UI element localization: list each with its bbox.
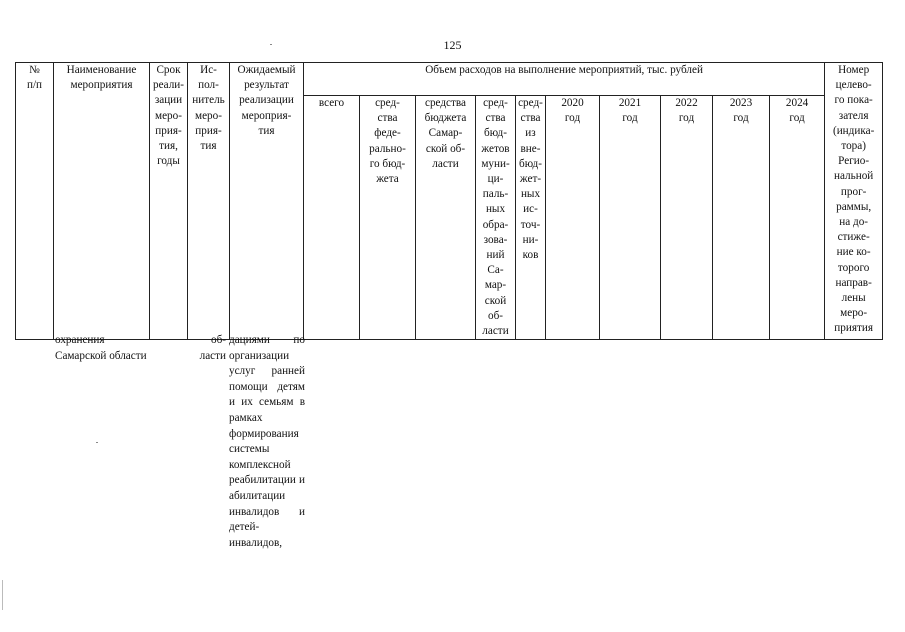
continuation-executor: об- ласти (199, 334, 226, 362)
header-year-2021: 2021 год (600, 96, 661, 340)
scan-speck (2, 580, 3, 610)
header-regional-budget: средства бюджета Самар- ской об- ласти (416, 96, 476, 340)
continuation-event-name: охранения Самарской области (55, 334, 147, 362)
header-federal-budget: сред- ства феде- рально- го бюд- жета (360, 96, 416, 340)
header-total: всего (304, 96, 360, 340)
header-indicator-number: Номер целево- го пока- зателя (индика- тора) Регио- нальной прог- раммы, на до- стиже- ние ко- торого направ- лены меро- приятия (825, 63, 883, 340)
header-year-2024: 2024 год (770, 96, 825, 340)
header-year-2023: 2023 год (713, 96, 770, 340)
header-expected-result: Ожидаемый результат реализации мероприя- тия (230, 63, 304, 340)
header-year-2020: 2020 год (546, 96, 600, 340)
header-executor: Ис- пол- нитель меро- прия- тия (188, 63, 230, 340)
header-municipal-budget: сред- ства бюд- жетов муни- ци- паль- ных обра- зова- ний Са- мар- ской об- ласти (476, 96, 516, 340)
header-term: Срок реали- зации меро- прия- тия, годы (150, 63, 188, 340)
scan-speck (96, 442, 98, 443)
header-extrabudgetary: сред- ства из вне- бюд- жет- ных ис- точ- ни- ков (516, 96, 546, 340)
scan-speck (270, 44, 272, 45)
header-number: № п/п (16, 63, 54, 340)
expenses-table (15, 62, 883, 340)
header-year-2022: 2022 год (661, 96, 713, 340)
continuation-expected-result: дациями по организации услуг ранней помощи детям и их семьям в рамках формирования системы комплексной реабилитации и абилитации инвалидов и детей-инвалидов, (229, 334, 305, 549)
header-expenses: Объем расходов на выполнение мероприятий, тыс. рублей (304, 63, 825, 96)
page-number: 125 (443, 38, 462, 52)
header-event-name: Наименование мероприятия (54, 63, 150, 340)
